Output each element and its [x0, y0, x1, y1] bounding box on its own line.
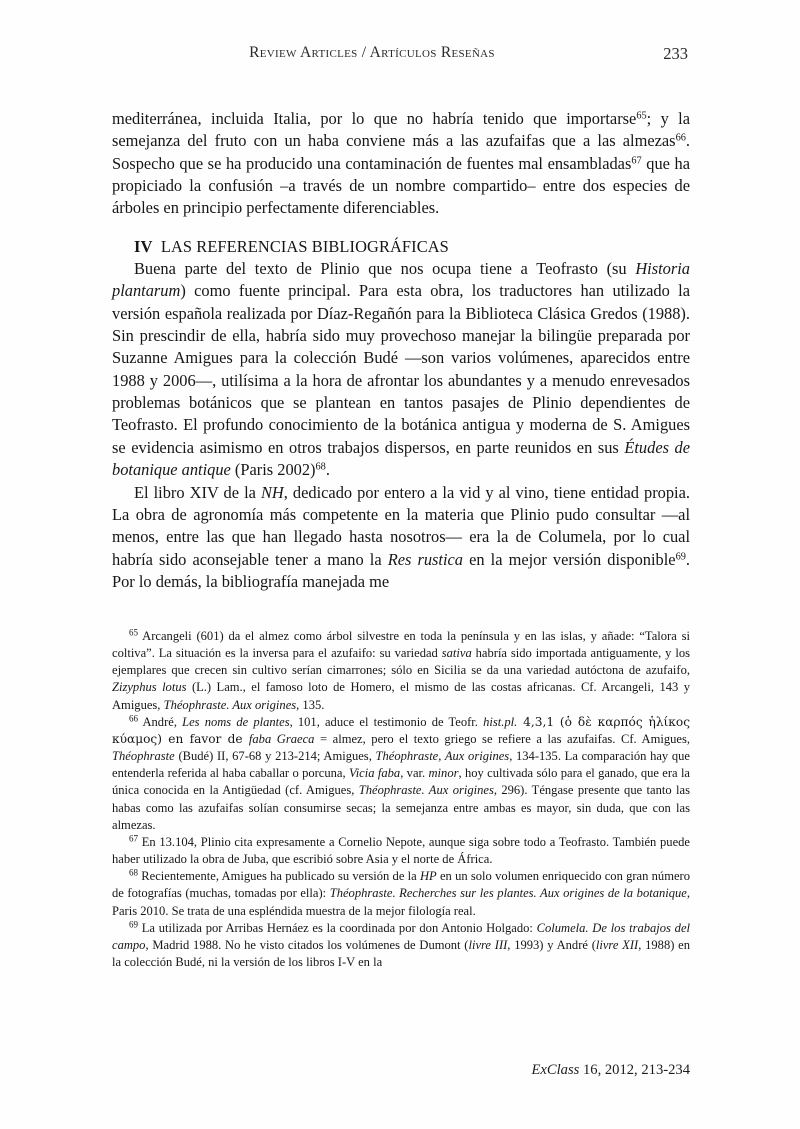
running-head	[112, 44, 688, 66]
footnote-66-segment-4: 4,3,1 (ὁ δὲ καρπός ἡλίκος κύαμος) en favor de	[112, 714, 691, 746]
footnote-68-segment-2: en un solo volumen enriquecido con gran número de fotografías (muchas, tomadas por ella):	[112, 869, 690, 901]
paragraph-3-part-4: . Por lo demás, la bibliografía manejada me	[112, 549, 691, 591]
paragraph-1-part-1: mediterránea, incluida Italia, por lo que no habría tenido que importarse	[112, 109, 637, 128]
paragraph-1-part-4: que ha propiciado la confusión –a través de un nombre compartido– entre dos especies de árboles en principio perfectamente diferenciables.	[112, 153, 690, 218]
footnote-66-segment-13: minor	[428, 766, 459, 781]
section-title: LAS REFERENCIAS BIBLIOGRÁFICAS	[160, 236, 449, 256]
footnote-69-segment-3: livre III	[468, 937, 508, 952]
title-res-rustica: Res rustica	[387, 549, 463, 569]
running-head-title: Review Articles / Artículos Reseñas	[249, 44, 495, 61]
page-number: 233	[663, 44, 688, 63]
footnote-66-segment-15: Théophraste. Aux origines,	[358, 783, 497, 798]
paragraph-3	[112, 482, 690, 594]
footnote-65-segment-1: sativa	[441, 646, 472, 661]
footnote-marker-67: 67	[129, 833, 139, 844]
footnote-68-segment-4: , Paris 2010. Se trata de una espléndida muestra de la mejor filología real.	[112, 886, 690, 918]
footnote-65-segment-5: Théophraste. Aux origines	[163, 697, 297, 712]
footnote-marker-66: 66	[129, 713, 139, 724]
page-footer	[112, 1062, 690, 1079]
paragraph-3-part-1: El libro XIV de la	[134, 482, 261, 502]
footnote-69-segment-6: , 1988) en la colección Budé, ni la versión de los libros I-V en la	[112, 937, 691, 969]
footnote-66-segment-0: André,	[138, 714, 183, 729]
footnote-marker-69: 69	[129, 919, 139, 930]
footnote-68-segment-0: Recientemente, Amigues ha publicado su versión de la	[138, 869, 420, 884]
paragraph-3-part-2: , dedicado por entero a la vid y al vino, tiene entidad propia. La obra de agronomía más competente en la materia que Plinio pudo consultar —al menos, entre las que han llegado hasta nosotros— era la de Columela, por lo cual habría sido aconsejable tener a mano la	[112, 482, 690, 569]
footnote-69-segment-5: livre XII	[595, 937, 639, 952]
title-historia-plantarum: Historia plantarum	[112, 259, 690, 301]
footnote-66-segment-14: , hoy cultivada sólo para el ganado, que era la única conocida en la Antigüedad (cf. Amigues,	[112, 766, 691, 798]
footnote-ref-68[interactable]: 68	[315, 461, 326, 473]
footnote-ref-69[interactable]: 69	[675, 551, 686, 563]
footnote-65-segment-0: Arcangeli (601) da el almez como árbol silvestre en toda la península y en las islas, y añade: “Talora si coltiva”. La situación es la inversa para el azufaifo: su variedad	[112, 629, 690, 661]
paragraph-1-part-2: ; y la semejanza del fruto con un haba conviene más a las azufaifas que a las almezas	[112, 109, 690, 151]
footnote-69-segment-2: , Madrid 1988. No he visto citados los volúmenes de Dumont (	[145, 937, 469, 952]
paragraph-2-part-1: Buena parte del texto de Plinio que nos ocupa tiene a Teofrasto (su	[134, 259, 636, 279]
paragraph-2-part-2: ) como fuente principal. Para esta obra, los traductores han utilizado la versión española realizada por Díaz-Regañón para la Biblioteca Clásica Gredos (1988). Sin prescindir de ella, habría sido muy provechoso manejar la bilingüe preparada por Suzanne Amigues para la colección Budé —son varios volúmenes, aparecidos entre 1988 y 2006—, utilísima a la hora de afrontar los abundantes y a menudo enrevesados problemas botánicos que se plantean en tantos pasajes de Plinio dependientes de Teofrasto. El profundo conocimiento de la botánica antigua y moderna de S. Amigues se evidencia asimismo en otros trabajos dispersos, en parte reunidos en sus	[112, 281, 690, 457]
footnote-69-segment-4: , 1993) y André (	[507, 937, 596, 952]
footnote-marker-65: 65	[129, 627, 139, 638]
section-heading	[112, 236, 690, 258]
footnote-66-segment-10: , 134-135. La comparación hay que entenderla referida al haba caballar o porcuna,	[112, 749, 690, 781]
footnote-65-segment-3: Zizyphus lotus	[112, 680, 187, 695]
footnote-66-segment-6: = almez, pero el texto griego se refiere a las azufaifas. Cf. Amigues,	[314, 731, 691, 746]
footnote-66-segment-16: 296). Téngase presente que tanto las habas como las azufaifas solían consumirse secas; la semejanza entre ambas es mayor, sin duda, que con las almezas.	[112, 783, 690, 832]
journal-citation: 16, 2012, 213-234	[579, 1062, 690, 1078]
footnote-66	[112, 714, 690, 834]
footnote-66-segment-5: faba Graeca	[248, 731, 315, 746]
footnote-66-segment-1: Les noms de plantes	[182, 714, 290, 729]
footnote-66-segment-2: , 101, aduce el testimonio de Teofr.	[289, 714, 484, 729]
footnote-apparatus	[112, 628, 690, 971]
footnote-68-segment-3: Théophraste. Recherches sur les plantes. Aux origines de la botanique	[329, 886, 687, 901]
paragraph-3-part-3: en la mejor versión disponible	[463, 549, 676, 569]
section-numeral: IV	[134, 236, 153, 256]
paragraph-2-part-4: .	[325, 460, 330, 480]
paragraph-2	[112, 258, 690, 481]
paragraph-continued	[112, 108, 690, 220]
footnote-66-segment-8: (Budé) II, 67-68 y 213-214; Amigues,	[174, 749, 376, 764]
footnote-69-segment-1: Columela. De los trabajos del campo	[112, 920, 691, 952]
footnote-66-segment-11: Vicia faba	[348, 766, 401, 781]
footnote-67-segment-0: En 13.104, Plinio cita expresamente a Cornelio Nepote, aunque siga sobre todo a Teofrasto. También puede haber utilizado la obra de Juba, que escribió sobre Asia y el norte de África.	[112, 834, 690, 867]
footnote-69	[112, 920, 690, 971]
footnote-65	[112, 628, 690, 714]
paragraph-2-part-3: (Paris 2002)	[230, 460, 316, 480]
footnote-69-segment-0: La utilizada por Arribas Hernáez es la coordinada por don Antonio Holgado:	[138, 920, 537, 935]
footnote-68-segment-1: HP	[419, 869, 437, 884]
footnote-ref-66[interactable]: 66	[675, 132, 686, 144]
footnote-67	[112, 834, 690, 868]
section-heading-gap	[153, 237, 161, 256]
title-nh: NH	[260, 482, 284, 502]
footnote-65-segment-6: , 135.	[296, 697, 325, 712]
body-text	[112, 108, 690, 593]
footnote-66-segment-7: Théophraste	[112, 749, 175, 764]
footnote-65-segment-4: (L.) Lam., el famoso loto de Homero, el mismo de las costas africanas. Cf. Arcangeli, 143 y Amigues,	[112, 680, 690, 712]
footnote-65-segment-2: habría sido importada antiguamente, y los ejemplares que crecen sin cultivo serían cimarrones; sólo en Sicilia se da una variedad autóctona de azufaifo,	[112, 646, 690, 678]
footnote-68	[112, 868, 690, 919]
journal-name: ExClass	[531, 1062, 580, 1078]
footnote-66-segment-9: Théophraste, Aux origines	[375, 749, 510, 764]
footnote-66-segment-3: hist.pl.	[483, 714, 518, 729]
title-etudes-de-botanique-antique: Études de botanique antique	[112, 437, 691, 480]
paragraph-1-part-3: . Sospecho que se ha producido una contaminación de fuentes mal ensambladas	[112, 131, 690, 173]
footnote-marker-68: 68	[129, 867, 139, 878]
footnote-66-segment-12: , var.	[400, 766, 429, 781]
footnote-ref-67[interactable]: 67	[631, 155, 642, 167]
footnote-ref-65[interactable]: 65	[636, 110, 647, 122]
